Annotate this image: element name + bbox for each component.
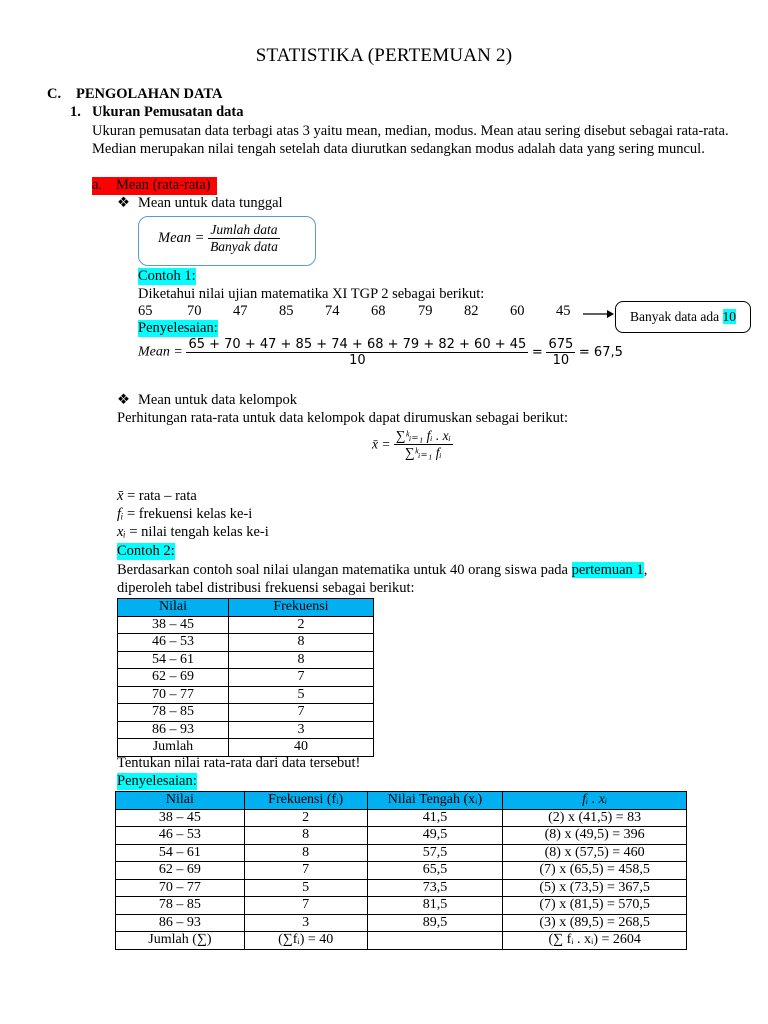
table-cell: (5) x (73,5) = 367,5 bbox=[503, 879, 687, 897]
group-mean-label: Mean untuk data kelompok bbox=[138, 392, 298, 408]
calc-fraction-2 bbox=[546, 337, 575, 368]
table-cell: 73,5 bbox=[367, 879, 503, 897]
table-cell: (7) x (65,5) = 458,5 bbox=[503, 862, 687, 880]
mean-heading-letter: a. bbox=[92, 177, 103, 193]
table-cell: 38 – 45 bbox=[116, 809, 245, 827]
subsection-number: 1. bbox=[70, 104, 81, 120]
group-formula-fraction bbox=[394, 428, 453, 461]
group-formula-lhs: x̄ = bbox=[372, 436, 391, 452]
table-header-cell: Frekuensi bbox=[228, 599, 373, 617]
table-cell: 2 bbox=[244, 809, 367, 827]
section-heading: PENGOLAHAN DATA bbox=[76, 86, 223, 102]
table-cell: 8 bbox=[244, 827, 367, 845]
mean-heading-highlight bbox=[92, 177, 217, 195]
table-cell: 40 bbox=[228, 739, 373, 757]
table-cell: 7 bbox=[228, 669, 373, 687]
table-header-cell: Nilai bbox=[116, 792, 245, 810]
legend-item bbox=[117, 506, 252, 523]
table-row bbox=[116, 914, 687, 932]
table-cell: 89,5 bbox=[367, 914, 503, 932]
table-header-cell: Nilai bbox=[118, 599, 229, 617]
table-cell: 70 – 77 bbox=[116, 879, 245, 897]
table-cell: (8) x (49,5) = 396 bbox=[503, 827, 687, 845]
table-cell: 86 – 93 bbox=[116, 914, 245, 932]
value-item: 82 bbox=[464, 303, 479, 319]
table-cell: (2) x (41,5) = 83 bbox=[503, 809, 687, 827]
table-cell: 62 – 69 bbox=[118, 669, 229, 687]
formula-numerator: Jumlah data bbox=[210, 222, 278, 237]
table-row bbox=[116, 879, 687, 897]
calc-numerator-2: 675 bbox=[548, 337, 574, 352]
calc-equals: = bbox=[531, 345, 543, 360]
value-item: 68 bbox=[371, 303, 386, 319]
intro-paragraph: Ukuran pemusatan data terbagi atas 3 yaitu mean, median, modus. Mean atau sering disebut sebagai rata-rata. Median merupakan nilai tengah setelah data diurutkan sedangkan modus adalah data yang sering muncul. bbox=[92, 123, 729, 157]
calc-denominator: 10 bbox=[186, 352, 528, 368]
page-title: STATISTIKA (PERTEMUAN 2) bbox=[255, 45, 513, 66]
value-item: 85 bbox=[279, 303, 294, 319]
table-cell: 46 – 53 bbox=[116, 827, 245, 845]
formula-fraction bbox=[208, 222, 280, 255]
table-cell: 41,5 bbox=[367, 809, 503, 827]
data-count-callout bbox=[615, 301, 751, 333]
table-cell: 46 – 53 bbox=[118, 634, 229, 652]
arrow-right-icon bbox=[583, 308, 615, 320]
table-row bbox=[116, 827, 687, 845]
formula-lhs: Mean = bbox=[158, 230, 205, 246]
value-item: 45 bbox=[556, 303, 571, 319]
subsection-heading: Ukuran Pemusatan data bbox=[92, 104, 244, 120]
table-cell bbox=[367, 932, 503, 950]
callout-text: Banyak data ada bbox=[629, 309, 723, 324]
legend-text: = rata – rata bbox=[123, 488, 197, 504]
table-row bbox=[118, 616, 374, 634]
value-item: 47 bbox=[233, 303, 248, 319]
value-item: 70 bbox=[187, 303, 202, 319]
table-cell: 3 bbox=[244, 914, 367, 932]
calc-numerator: 65 + 70 + 47 + 85 + 74 + 68 + 79 + 82 + 60 + 45 bbox=[188, 337, 527, 352]
formula-denominator: Banyak data bbox=[210, 239, 278, 254]
example1-text: Diketahui nilai ujian matematika XI TGP 2 sebagai berikut: bbox=[138, 286, 485, 302]
calc-fraction-1 bbox=[186, 337, 528, 368]
table-cell: 62 – 69 bbox=[116, 862, 245, 880]
table-cell: 7 bbox=[244, 862, 367, 880]
table-cell: 49,5 bbox=[367, 827, 503, 845]
table-cell: (∑fᵢ) = 40 bbox=[244, 932, 367, 950]
table-row bbox=[118, 651, 374, 669]
legend-text: = frekuensi kelas ke-i bbox=[123, 506, 253, 522]
value-item: 79 bbox=[418, 303, 433, 319]
solution2-title: Penyelesaian: bbox=[117, 773, 197, 789]
example2-text-line1 bbox=[117, 562, 647, 579]
table-row bbox=[118, 721, 374, 739]
table-cell: 7 bbox=[244, 897, 367, 915]
table-cell: 78 – 85 bbox=[118, 704, 229, 722]
mean-heading-label: Mean (rata-rata) bbox=[116, 177, 211, 193]
table-cell: 5 bbox=[228, 686, 373, 704]
example2-text-part: Berdasarkan contoh soal nilai ulangan matematika untuk 40 orang siswa pada bbox=[117, 562, 572, 578]
table-cell: 8 bbox=[244, 844, 367, 862]
diamond-bullet-icon: ❖ bbox=[117, 195, 130, 211]
table-row bbox=[118, 686, 374, 704]
table-row bbox=[116, 862, 687, 880]
table-total-row bbox=[116, 932, 687, 950]
table-header-row bbox=[118, 599, 374, 617]
solution-table bbox=[115, 791, 687, 950]
frequency-table bbox=[117, 598, 374, 757]
example2-question: Tentukan nilai rata-rata dari data tersebut! bbox=[117, 755, 361, 771]
table-cell: 38 – 45 bbox=[118, 616, 229, 634]
example2-title: Contoh 2: bbox=[117, 543, 175, 559]
example2-highlight: pertemuan 1 bbox=[571, 562, 644, 578]
table-cell: 7 bbox=[228, 704, 373, 722]
legend-text: = nilai tengah kelas ke-i bbox=[125, 524, 269, 540]
table-cell: 54 – 61 bbox=[118, 651, 229, 669]
value-item: 60 bbox=[510, 303, 525, 319]
calc-lhs: Mean = bbox=[138, 344, 183, 360]
table-cell: 2 bbox=[228, 616, 373, 634]
calc-denominator-2: 10 bbox=[546, 352, 575, 368]
example2-text-end: , bbox=[643, 562, 648, 578]
solution1-title: Penyelesaian: bbox=[138, 320, 218, 336]
mean-calculation bbox=[138, 337, 623, 368]
table-row bbox=[118, 669, 374, 687]
calc-result: = 67,5 bbox=[578, 345, 623, 360]
table-cell: Jumlah (∑) bbox=[116, 932, 245, 950]
callout-count: 10 bbox=[722, 309, 737, 324]
table-cell: 81,5 bbox=[367, 897, 503, 915]
table-row bbox=[116, 809, 687, 827]
table-cell: 8 bbox=[228, 634, 373, 652]
single-mean-label: Mean untuk data tunggal bbox=[138, 195, 283, 211]
table-cell: (∑ fᵢ . xᵢ) = 2604 bbox=[503, 932, 687, 950]
legend-item bbox=[117, 488, 197, 505]
table-row bbox=[116, 844, 687, 862]
group-formula-denominator: ∑ᵏᵢ₌₁ fᵢ bbox=[394, 444, 453, 461]
value-item: 74 bbox=[325, 303, 340, 319]
legend-symbol: fᵢ bbox=[117, 506, 124, 522]
table-cell: 57,5 bbox=[367, 844, 503, 862]
value-item: 65 bbox=[138, 303, 153, 319]
legend-symbol: x̄ bbox=[117, 488, 124, 504]
table-header-cell: Nilai Tengah (xᵢ) bbox=[367, 792, 503, 810]
table-header-cell: fᵢ . xᵢ bbox=[503, 792, 687, 810]
table-header-cell: Frekuensi (fᵢ) bbox=[244, 792, 367, 810]
example1-title: Contoh 1: bbox=[138, 268, 196, 284]
legend-item bbox=[117, 524, 269, 541]
table-row bbox=[118, 634, 374, 652]
table-cell: (8) x (57,5) = 460 bbox=[503, 844, 687, 862]
table-cell: 65,5 bbox=[367, 862, 503, 880]
table-cell: 70 – 77 bbox=[118, 686, 229, 704]
table-cell: Jumlah bbox=[118, 739, 229, 757]
diamond-bullet-icon: ❖ bbox=[117, 392, 130, 408]
example2-text-line2: diperoleh tabel distribusi frekuensi sebagai berikut: bbox=[117, 580, 415, 596]
table-row bbox=[116, 897, 687, 915]
section-letter: C. bbox=[47, 86, 62, 102]
single-mean-formula bbox=[158, 222, 280, 255]
group-mean-formula bbox=[372, 428, 453, 461]
table-header-row bbox=[116, 792, 687, 810]
table-cell: (3) x (89,5) = 268,5 bbox=[503, 914, 687, 932]
table-row bbox=[118, 704, 374, 722]
legend-symbol: xᵢ bbox=[117, 524, 126, 540]
table-cell: 54 – 61 bbox=[116, 844, 245, 862]
table-cell: 78 – 85 bbox=[116, 897, 245, 915]
table-cell: 5 bbox=[244, 879, 367, 897]
group-mean-text: Perhitungan rata-rata untuk data kelompok dapat dirumuskan sebagai berikut: bbox=[117, 410, 568, 426]
table-total-row bbox=[118, 739, 374, 757]
table-cell: 3 bbox=[228, 721, 373, 739]
group-formula-numerator: ∑ᵏᵢ₌₁ fᵢ . xᵢ bbox=[395, 428, 451, 443]
table-cell: 86 – 93 bbox=[118, 721, 229, 739]
table-cell: (7) x (81,5) = 570,5 bbox=[503, 897, 687, 915]
table-cell: 8 bbox=[228, 651, 373, 669]
